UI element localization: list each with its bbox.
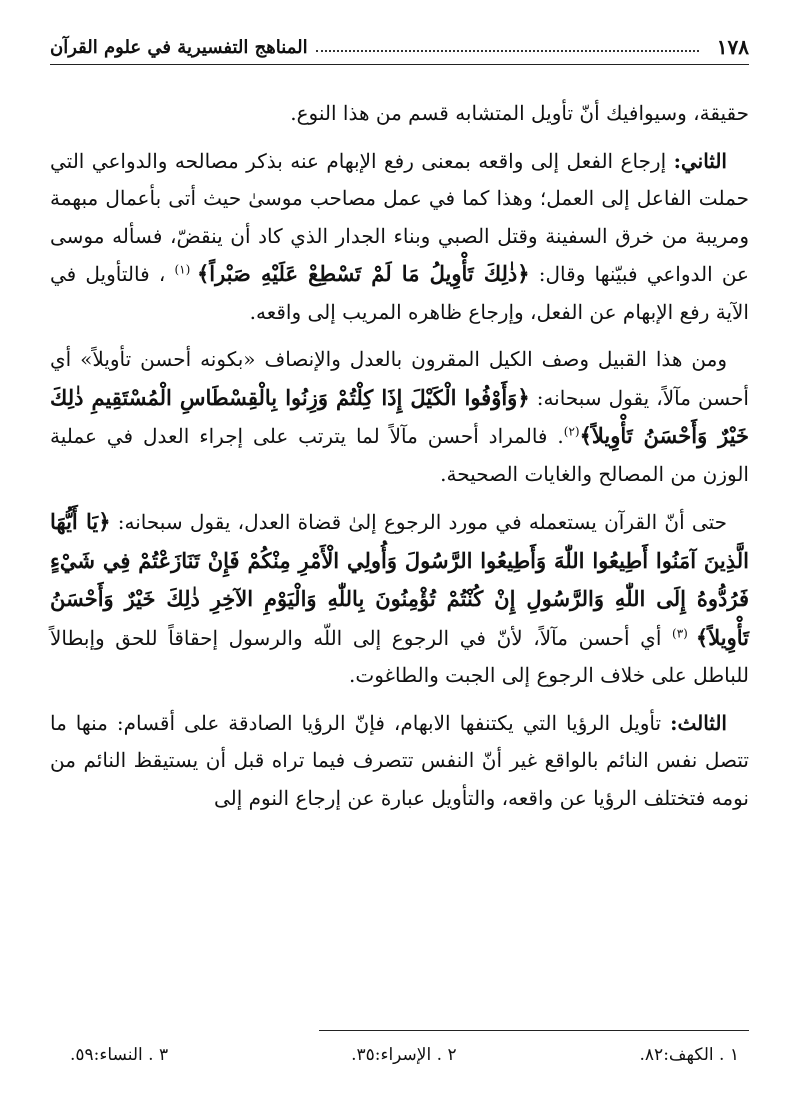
paragraph-5-text: تأويل الرؤيا التي يكتنفها الابهام، فإنّ الرؤيا الصادقة على أقسام: منها ما تتصل نفس النائم بالواقع غير أنّ النفس تتصرف فيما تراه قبل أن يستيقظ النائم من نومه فتختلف الرؤيا عن واقعه، والتأويل عبارة عن إرجاع النوم إلى — [50, 710, 749, 810]
running-header — [50, 30, 749, 65]
book-title: المناهج التفسيرية في علوم القرآن — [50, 36, 308, 58]
footnote-3: ٣ . النساء:٥٩. — [70, 1045, 169, 1065]
paragraph-3-text-a: ومن هذا القبيل وصف الكيل المقرون بالعدل والإنصاف «بكونه أحسن تأويلاً» أي أحسن مآلاً، يقول سبحانه: — [50, 347, 749, 410]
paragraph-3 — [50, 341, 749, 493]
paragraph-5 — [50, 705, 749, 818]
footnote-2: ٢ . الإسراء:٣٥. — [351, 1045, 457, 1065]
paragraph-2-label: الثاني: — [673, 148, 727, 173]
paragraph-4 — [50, 503, 749, 695]
page-number: ١٧٨ — [716, 35, 749, 59]
quran-verse-3: ﴿يَا أَيُّهَا الَّذِينَ آمَنُوا أَطِيعُوا اللّٰهَ وَأَطِيعُوا الرَّسُولَ وَأُولِي الْأَمْرِ مِنْكُمْ فَإِنْ تَنَازَعْتُمْ فِي شَيْءٍ فَرُدُّوهُ إِلَى اللّٰهِ وَالرَّسُولِ إِنْ كُنْتُمْ تُؤْمِنُونَ بِاللّٰهِ وَالْيَوْمِ الآخِرِ ذٰلِكَ خَيْرٌ وَأَحْسَنُ تَأْوِيلاً﴾ — [50, 509, 749, 650]
paragraph-3-text-b: . فالمراد أحسن مآلاً لما يترتب على إجراء العدل في عملية الوزن من المصالح والغايات الصحيحة. — [50, 424, 749, 486]
quran-verse-1: ﴿ذٰلِكَ تَأْوِيلُ مَا لَمْ تَسْطِعْ عَلَيْهِ صَبْراً﴾ — [196, 261, 530, 286]
body-text — [50, 95, 749, 817]
paragraph-1 — [50, 95, 749, 133]
paragraph-4-text-a: حتى أنّ القرآن يستعمله في مورد الرجوع إلىٰ قضاة العدل، يقول سبحانه: — [110, 510, 727, 534]
footnote-separator — [319, 1030, 749, 1031]
paragraph-1-text: حقيقة، وسيوافيك أنّ تأويل المتشابه قسم من هذا النوع. — [290, 101, 749, 125]
footnote-marker-3: (٣) — [672, 625, 696, 640]
footnote-marker-2: (٢) — [563, 424, 580, 439]
footnote-1: ١ . الكهف:٨٢. — [639, 1045, 739, 1065]
paragraph-4-text-b: أي أحسن مآلاً، لأنّ في الرجوع إلى اللّه والرسول إحقاقاً للحق وإبطالاً للباطل على خلاف الرجوع إلى الجبت والطاغوت. — [50, 625, 749, 687]
paragraph-5-label: الثالث: — [670, 710, 727, 735]
paragraph-2 — [50, 143, 749, 332]
paragraph-2-text-b: ، فالتأويل في الآية رفع الإبهام عن الفعل، وإرجاع ظاهره المريب إلى واقعه. — [50, 262, 749, 324]
quran-verse-2: ﴿وَأَوْفُوا الْكَيْلَ إِذَا كِلْتُمْ وَزِنُوا بِالْقِسْطَاسِ الْمُسْتَقِيمِ ذٰلِكَ خَيْرٌ وَأَحْسَنُ تَأْوِيلاً﴾ — [50, 384, 749, 448]
footnote-marker-1: (١) — [174, 262, 197, 277]
footnotes — [70, 1045, 739, 1065]
header-dot-leader — [316, 50, 699, 52]
paragraph-2-text-a: إرجاع الفعل إلى واقعه بمعنى رفع الإبهام عنه بذكر مصالحه والدواعي التي حملت الفاعل إلى العمل؛ وهذا كما في عمل مصاحب موسىٰ حيث أتى بأعمال مبهمة ومريبة من خرق السفينة وقتل الصبي وبناء الجدار الذي كاد أن ينقضّ، فسأله موسى عن الدواعي فبيّنها وقال: — [50, 148, 749, 286]
